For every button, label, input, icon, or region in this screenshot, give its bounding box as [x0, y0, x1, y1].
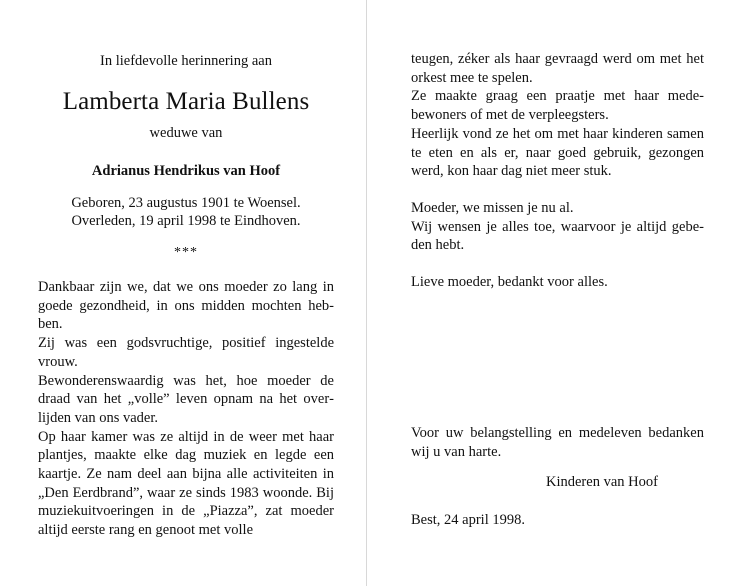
- life-dates: [38, 194, 334, 230]
- left-text: [38, 278, 334, 540]
- separator-stars: ***: [174, 245, 198, 260]
- place-date: Best, 24 april 1998.: [411, 512, 525, 528]
- paragraph: Op haar kamer was ze altijd in de weer met haar plantjes, maakte elke dag muziek en legde een kaartje. Ze nam deel aan bijna alle activiteiten in „Den Eerdbrand”, waar ze sinds 1983 woonde. Bij muziekuitvoeringen in de „Piazza”, zat moeder altijd eerste rang en genoot met volle: [38, 428, 334, 539]
- paragraph: Ze maakte graag een praatje met haar medebewoners of met de verpleegsters.: [411, 88, 704, 124]
- widow-of-line: weduwe van: [149, 125, 223, 141]
- closing-line: Lieve moeder, bedankt voor alles.: [411, 274, 608, 291]
- paragraph: Bewonderenswaardig was het, hoe moeder de draad van het „volle” leven opnam na het overlijden van ons vader.: [38, 372, 334, 426]
- left-panel: [38, 50, 334, 540]
- paragraph: Wij wensen je alles toe, waarvoor je altijd gebeden hebt.: [411, 218, 704, 254]
- paragraph: Dankbaar zijn we, dat we ons moeder zo lang in goede gezondheid, in ons midden mochten hebben.: [38, 279, 334, 333]
- right-text: [411, 50, 704, 292]
- paragraph: Heerlijk vond ze het om met haar kinderen samen te eten en als er, naar goed gebruik, gezongen werd, kon haar dag niet meer stuk.: [411, 125, 704, 180]
- intro-line: In liefdevolle herinnering aan: [100, 53, 272, 69]
- signature-line: Kinderen van Hoof: [546, 474, 658, 490]
- right-panel: [411, 50, 704, 292]
- thanks-text: Voor uw belangstelling en medeleven bedanken wij u van harte.: [411, 425, 704, 460]
- spouse-name: Adrianus Hendrikus van Hoof: [91, 163, 281, 179]
- paragraph: Zij was een godsvruchtige, positief ingestelde vrouw.: [38, 335, 334, 370]
- death-line: Overleden, 19 april 1998 te Eindhoven.: [71, 213, 301, 229]
- fold-divider: [366, 0, 367, 586]
- paragraph: Moeder, we missen je nu al.: [411, 199, 574, 216]
- deceased-name: Lamberta Maria Bullens: [62, 88, 310, 115]
- birth-line: Geboren, 23 augustus 1901 te Woensel.: [71, 195, 301, 211]
- paragraph: teugen, zéker als haar gevraagd werd om met het orkest mee te spelen.: [411, 51, 704, 86]
